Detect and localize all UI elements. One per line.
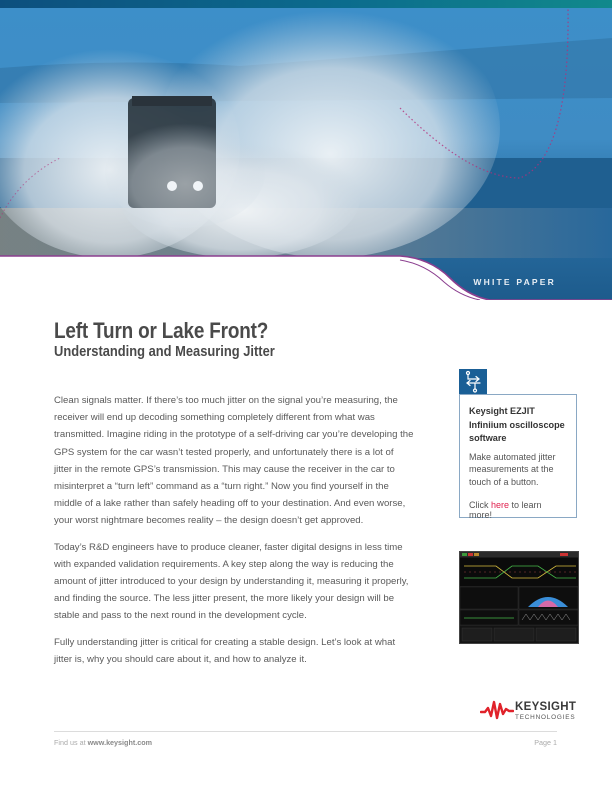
brand-tagline: TECHNOLOGIES [515,714,576,721]
paragraph: Clean signals matter. If there’s too much jitter on the signal you’re measuring, the receiver will end up decoding something completely different from what was transmitted. Imagine riding in the prototype of a self-driving car you’re developing the GPS system for the car wasn’t tested properly, and unfortunately there is a lot of jitter in the remote GPS’s transmission. This may cause the receiver in the car to misinterpret a “turn left” command as a “turn right.” Now you find yourself in the middle of a lake rather than safely heading off to your destination. And even worse, your worst nightmare becomes reality – the design doesn’t get approved. [54,395,414,527]
paragraph: Fully understanding jitter is critical for creating a stable design. Let’s look at what jitter is, why you should care about it, and how to analyze it. [54,636,396,665]
learn-more-link[interactable]: here [491,500,510,510]
body-content [54,392,414,677]
footer-find-us [54,738,152,747]
footer-divider [54,731,557,732]
header-gradient-bar [0,0,612,8]
document-type-label: WHITE PAPER [473,277,556,287]
page-number: Page 1 [534,738,557,747]
promo-description: Make automated jitter measurements at the touch of a button. [469,451,556,487]
oscilloscope-screenshot [459,551,579,644]
hero-image [0,8,612,300]
page-subtitle: Understanding and Measuring Jitter [54,343,275,360]
paragraph: Today’s R&D engineers have to produce cleaner, faster digital designs in less time with expanded validation requirements. A key step along the way is reducing the amount of jitter introduced to your design by understanding it, measuring it properly, and finding the source. The less jitter present, the more likely your design will be stable and pass to the next round in the development cycle. [54,541,409,622]
footer-prefix: Find us at [54,738,88,747]
cta-suffix: to learn more! [469,500,542,520]
brand-name: KEYSIGHT [515,701,577,713]
cta-prefix: Click [469,500,491,510]
signal-arrows-icon [459,369,487,395]
website-link[interactable]: www.keysight.com [87,738,153,747]
keysight-wave-icon [480,698,514,722]
promo-title: Keysight EZJIT Infiniium oscilloscope software [469,406,565,444]
promo-callout [459,394,577,518]
promo-cta [469,500,567,520]
page-title: Left Turn or Lake Front? [54,318,269,343]
